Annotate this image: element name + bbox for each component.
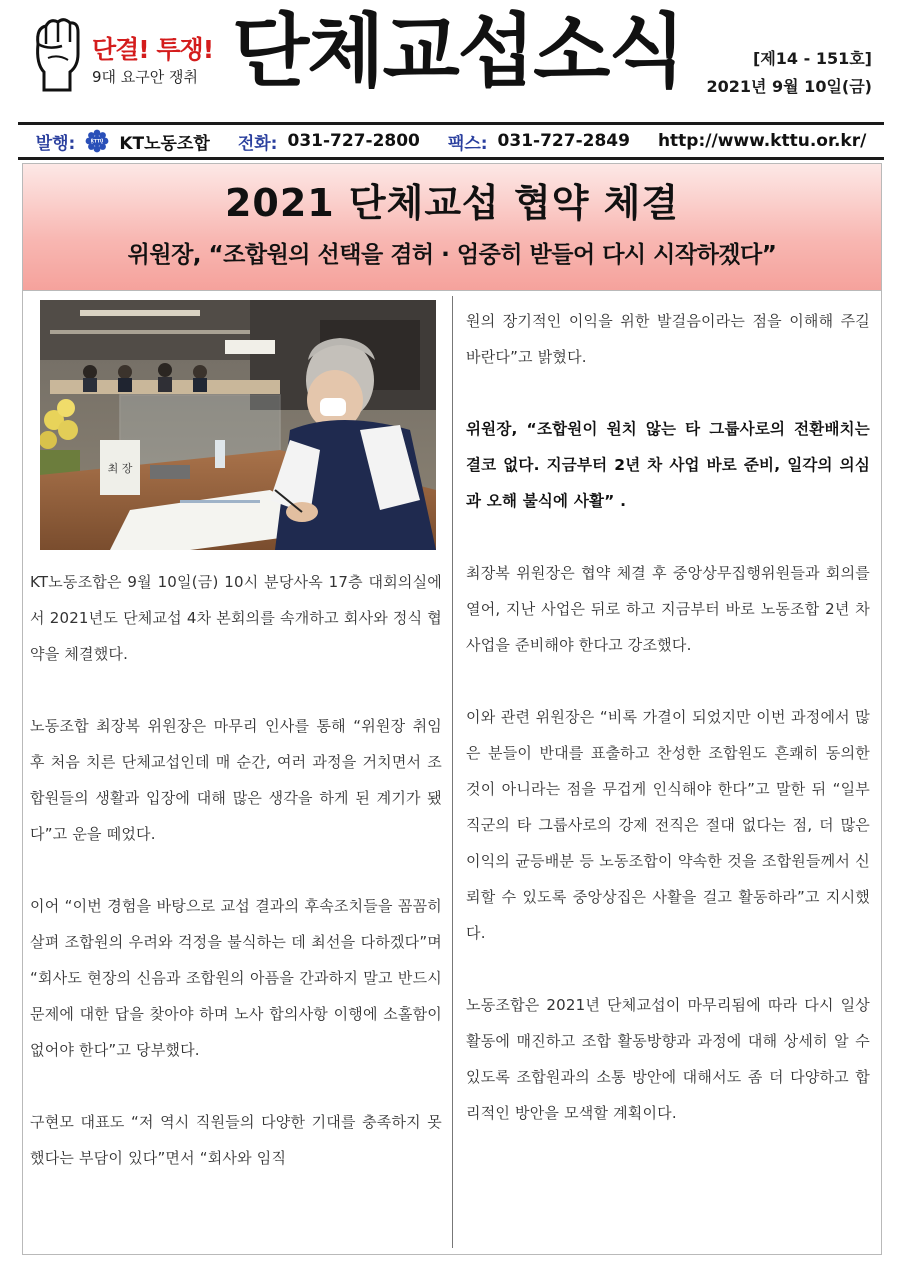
paragraph: 이어 “이번 경험을 바탕으로 교섭 결과의 후속조치들을 꼼꼼히 살펴 조합원의 우려와 걱정을 불식하는 데 최선을 다하겠다”며 “회사도 현장의 신음과 조합원의 아픔을 간과하지 말고 반드시 문제에 대한 답을 찾아야 하며 노사 합의사항 이행에 소홀함이 없어야 한다”고 당부했다.: [30, 897, 442, 1059]
fax-label: 팩스:: [447, 133, 488, 154]
left-column: [30, 564, 442, 1176]
slogan-sub: 9대 요구안 쟁취: [92, 68, 199, 86]
issue-number: [제14 - 151호]: [753, 49, 872, 68]
paragraph: KT노동조합은 9월 10일(금) 10시 분당사옥 17층 대회의실에서 2021년도 단체교섭 4차 본회의를 속개하고 회사와 정식 협약을 체결했다.: [30, 573, 442, 663]
column-divider: [452, 296, 453, 1248]
headline-subtitle: 위원장, “조합원의 선택을 겸허 · 엄중히 받들어 다시 시작하겠다”: [127, 242, 777, 268]
section-heading: 위원장, “조합원이 원치 않는 타 그룹사로의 전환배치는 결코 없다. 지금부터 2년 차 사업 바로 준비, 일각의 의심과 오해 불식에 사활” .: [466, 420, 870, 510]
slogan-main: 단결! 투쟁!: [92, 35, 214, 64]
issue-date: 2021년 9월 10일(금): [706, 77, 872, 96]
signing-ceremony-photo: [40, 300, 436, 550]
kttu-logo-icon: [85, 129, 109, 153]
headline-banner: [22, 163, 882, 291]
publisher-name: KT노동조합: [119, 133, 210, 154]
fax-number: 031-727-2849: [497, 131, 630, 151]
masthead: [22, 0, 882, 122]
phone-number: 031-727-2800: [287, 131, 420, 151]
website-link[interactable]: http://www.kttu.or.kr/: [657, 131, 867, 151]
paragraph: 노동조합은 2021년 단체교섭이 마무리됨에 따라 다시 일상활동에 매진하고 조합 활동방향과 과정에 대해 상세히 알 수 있도록 조합원과의 소통 방안에 대해서도 좀 더 다양하고 합리적인 방안을 모색할 계획이다.: [466, 996, 870, 1122]
paragraph: 구현모 대표도 “저 역시 직원들의 다양한 기대를 충족하지 못했다는 부담이 있다”면서 “회사와 임직: [30, 1113, 442, 1167]
publisher-label: 발행:: [35, 133, 76, 154]
paragraph: 최장복 위원장은 협약 체결 후 중앙상무집행위원들과 회의를 열어, 지난 사업은 뒤로 하고 지금부터 바로 노동조합 2년 차 사업을 준비해야 한다고 강조했다.: [466, 564, 870, 654]
kttu-logo-text: KTTU: [91, 138, 104, 144]
paragraph: 노동조합 최장복 위원장은 마무리 인사를 통해 “위원장 취임 후 처음 치른 단체교섭인데 매 순간, 여러 과정을 거치면서 조합원들의 생활과 입장에 대해 많은 생각을 하게 된 계기가 됐다”고 운을 떼었다.: [30, 717, 442, 843]
headline-title: 2021 단체교섭 협약 체결: [224, 181, 680, 225]
paragraph: 원의 장기적인 이익을 위한 발걸음이라는 점을 이해해 주길 바란다”고 밝혔다.: [466, 312, 870, 366]
nameplate-text: 최 장: [107, 462, 133, 475]
paragraph: 이와 관련 위원장은 “비록 가결이 되었지만 이번 과정에서 많은 분들이 반대를 표출하고 찬성한 조합원도 흔쾌히 동의한 것이 아니라는 점을 무겁게 인식해야 한다”고 말한 뒤 “일부 직군의 타 그룹사로의 강제 전직은 절대 없다는 점, 더 많은 이익의 균등배분 등 노동조합이 약속한 것을 조합원들께서 신뢰할 수 있도록 중앙상집은 사활을 걸고 활동하라”고 지시했다.: [466, 708, 870, 942]
publisher-bar: [18, 122, 884, 160]
raised-fist-icon: [28, 14, 84, 92]
phone-label: 전화:: [237, 133, 278, 154]
right-column: [466, 303, 870, 1131]
newsletter-title: 단체교섭소식: [232, 5, 684, 98]
